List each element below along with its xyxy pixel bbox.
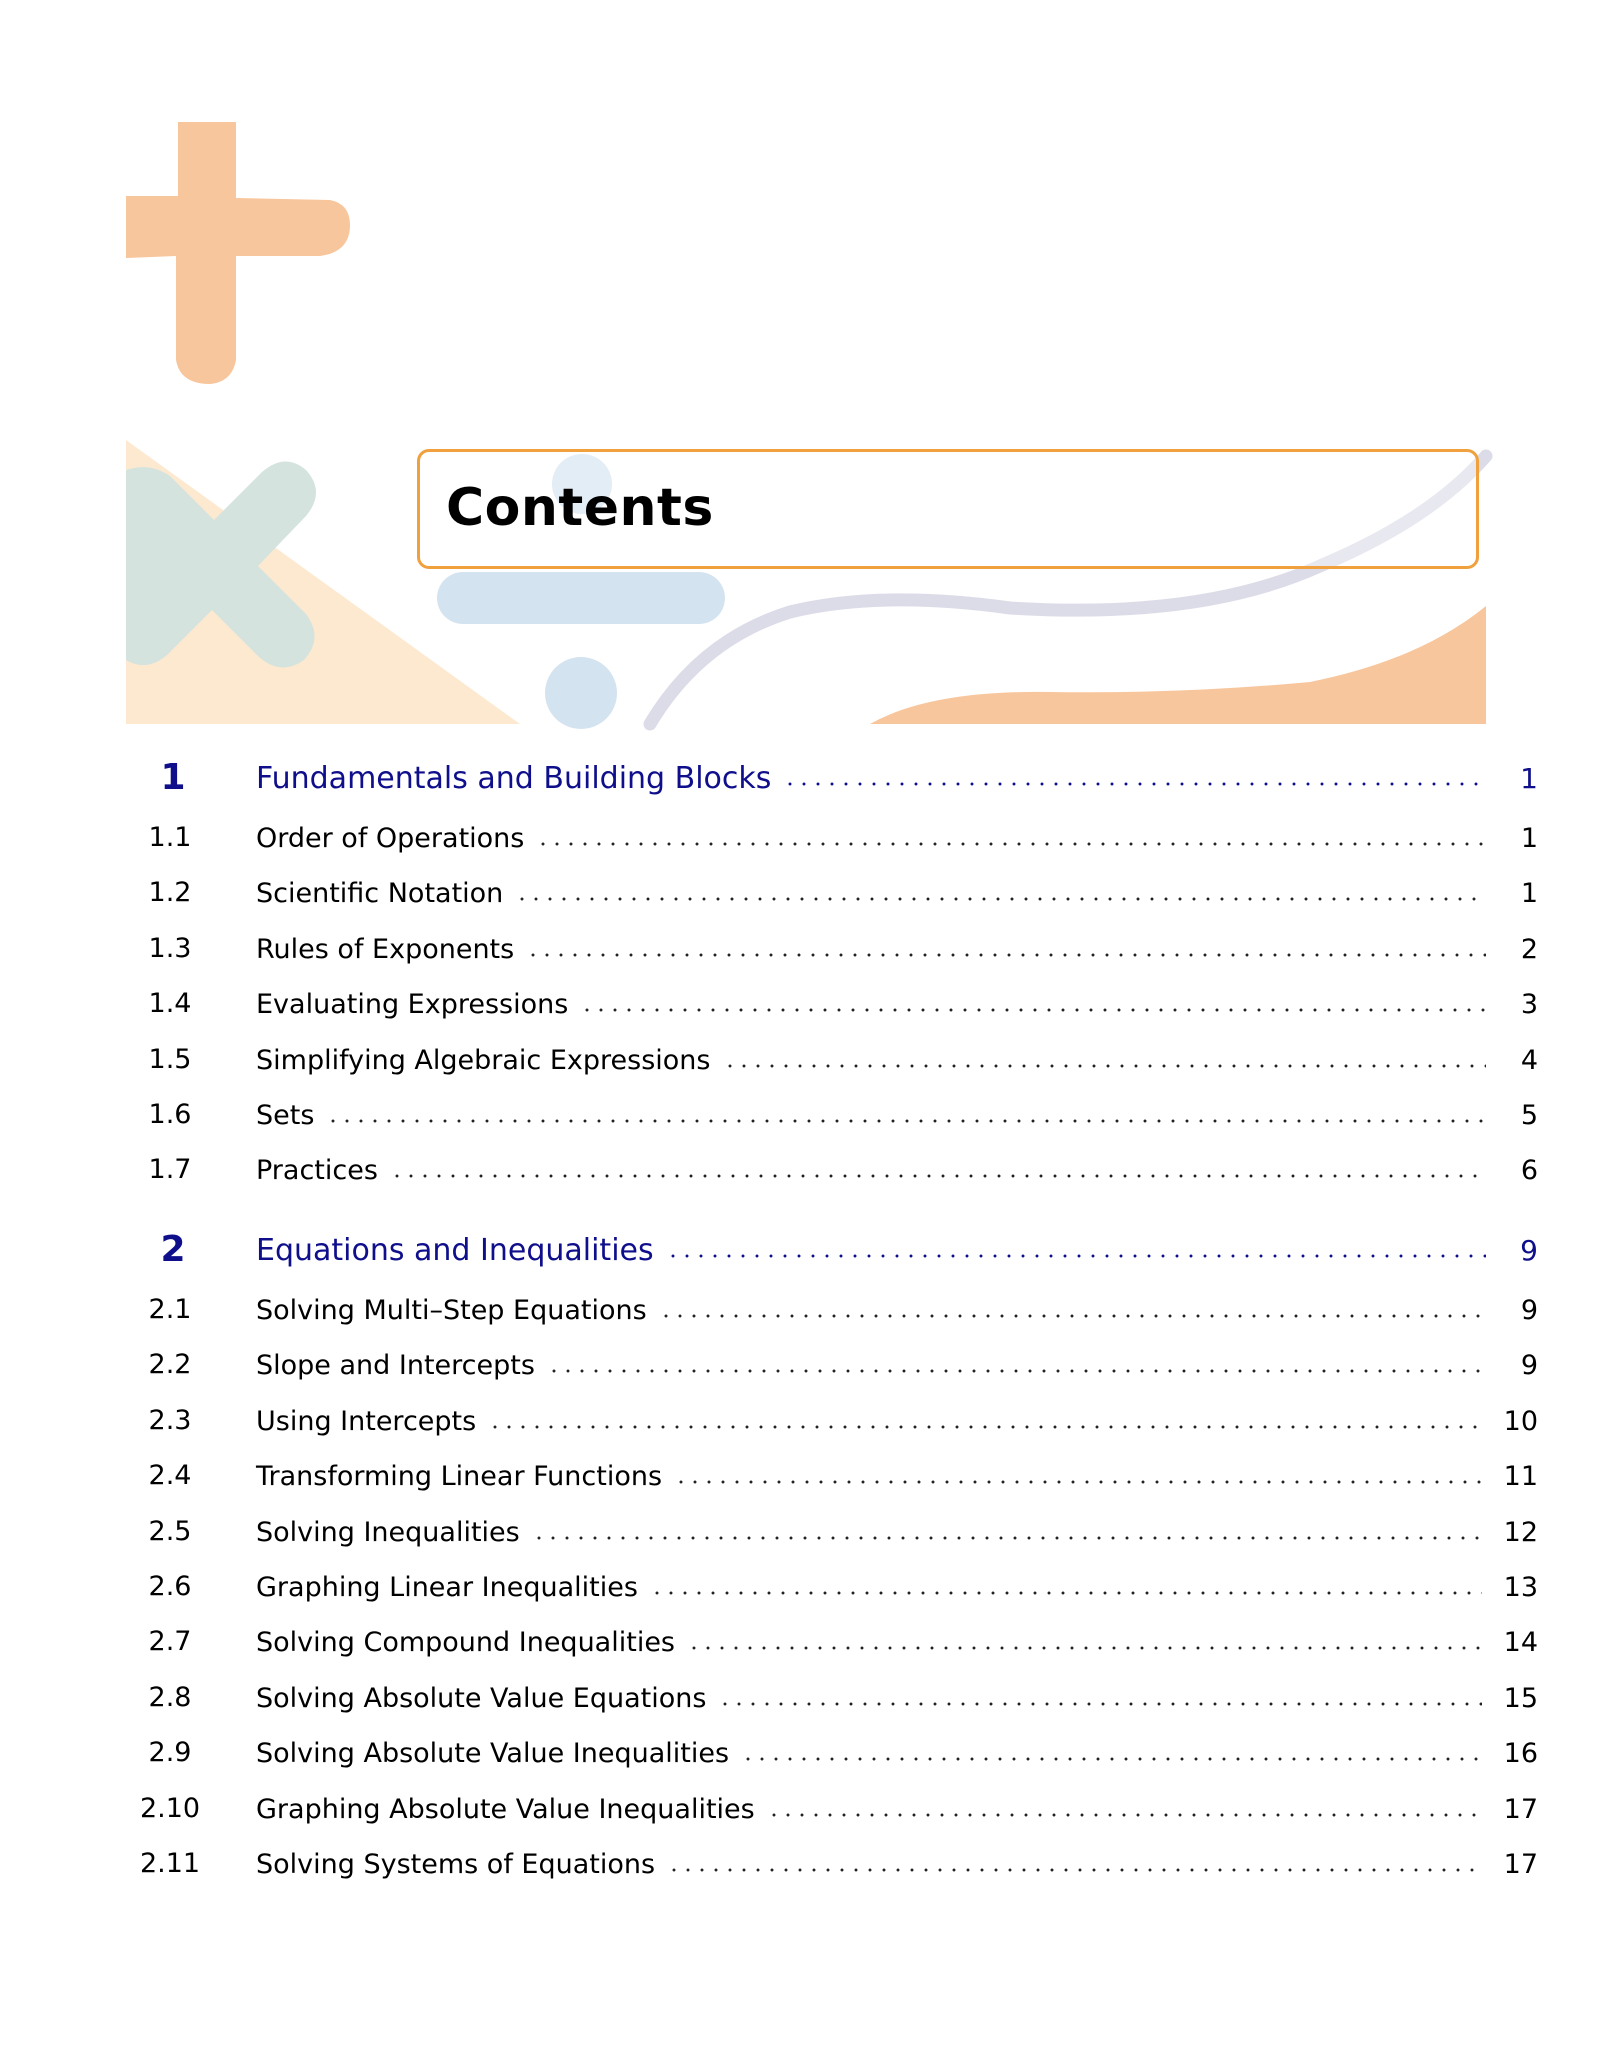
section-number: 2.11 [139,1848,201,1879]
section-number: 2.8 [148,1682,192,1713]
section-title[interactable]: Evaluating Expressions [256,988,569,1020]
section-page-number: 2 [1520,933,1538,965]
toc-section-entry[interactable] [0,1789,1600,1829]
section-title[interactable]: Practices [256,1154,378,1186]
section-title[interactable]: Solving Multi–Step Equations [256,1294,647,1326]
chapter-entry-line [256,1230,1538,1270]
chapter-page-number: 1 [1520,761,1538,795]
section-entry-line [256,1733,1538,1773]
section-title[interactable]: Solving Compound Inequalities [256,1626,676,1658]
section-title[interactable]: Solving Absolute Value Equations [256,1682,707,1714]
section-page-number: 16 [1503,1737,1538,1769]
dot-leader [767,1813,1482,1817]
dot-leader [326,1119,1486,1123]
section-entry-line [256,984,1538,1024]
dot-leader [650,1591,1482,1595]
section-number: 2.7 [148,1626,192,1657]
chapter-number: 2 [160,1229,186,1270]
section-page-number: 17 [1503,1793,1538,1825]
dot-leader [723,1064,1487,1068]
section-title[interactable]: Graphing Absolute Value Inequalities [256,1793,755,1825]
page-title: Contents [446,478,714,538]
section-title[interactable]: Scientific Notation [256,877,504,909]
section-entry-line [256,1290,1538,1330]
section-page-number: 9 [1520,1349,1538,1381]
toc-section-entry[interactable] [0,929,1600,969]
section-page-number: 15 [1503,1682,1538,1714]
dot-leader [515,897,1486,901]
chapter-title[interactable]: Equations and Inequalities [256,1232,654,1268]
section-number: 1.4 [148,988,192,1019]
section-number: 1.1 [148,822,192,853]
section-page-number: 13 [1503,1571,1538,1603]
toc-section-entry[interactable] [0,1095,1600,1135]
section-entry-line [256,873,1538,913]
section-number: 2.10 [139,1793,201,1824]
section-page-number: 1 [1520,877,1538,909]
section-number: 1.3 [148,933,192,964]
section-number: 1.6 [148,1099,192,1130]
dot-leader [666,1254,1486,1258]
toc-section-entry[interactable] [0,1733,1600,1773]
dot-leader [783,782,1486,786]
section-entry-line [256,1040,1538,1080]
toc-section-entry[interactable] [0,1401,1600,1441]
toc-section-entry[interactable] [0,984,1600,1024]
section-page-number: 10 [1503,1405,1538,1437]
section-title[interactable]: Solving Inequalities [256,1516,520,1548]
dot-leader [687,1646,1482,1650]
section-entry-line [256,818,1538,858]
section-number: 2.2 [148,1349,192,1380]
dot-leader [718,1702,1481,1706]
section-entry-line [256,1844,1538,1884]
toc-section-entry[interactable] [0,1844,1600,1884]
toc-chapter-entry[interactable] [0,758,1600,798]
section-title[interactable]: Rules of Exponents [256,933,515,965]
section-entry-line [256,1678,1538,1718]
section-entry-line [256,1789,1538,1829]
section-page-number: 12 [1503,1516,1538,1548]
section-page-number: 14 [1503,1626,1538,1658]
section-number: 2.5 [148,1516,192,1547]
dot-leader [580,1008,1486,1012]
section-page-number: 4 [1520,1044,1538,1076]
section-title[interactable]: Solving Absolute Value Inequalities [256,1737,730,1769]
section-page-number: 6 [1520,1154,1538,1186]
chapter-number: 1 [160,757,186,798]
dot-leader [741,1757,1482,1761]
toc-section-entry[interactable] [0,1622,1600,1662]
dot-leader [526,953,1486,957]
toc-section-entry[interactable] [0,818,1600,858]
contents-title-box [417,449,1479,569]
section-title[interactable]: Sets [256,1099,315,1131]
chapter-page-number: 9 [1520,1233,1538,1267]
section-number: 2.3 [148,1405,192,1436]
section-page-number: 3 [1520,988,1538,1020]
section-entry-line [256,1456,1538,1496]
toc-section-entry[interactable] [0,1040,1600,1080]
section-entry-line [256,1345,1538,1385]
toc-section-entry[interactable] [0,1290,1600,1330]
dot-leader [536,842,1486,846]
section-title[interactable]: Using Intercepts [256,1405,477,1437]
toc-section-entry[interactable] [0,1512,1600,1552]
section-number: 1.2 [148,877,192,908]
section-page-number: 9 [1520,1294,1538,1326]
dot-leader [532,1536,1482,1540]
section-number: 1.5 [148,1044,192,1075]
section-number: 1.7 [148,1154,192,1185]
dot-leader [390,1174,1486,1178]
dot-leader [547,1369,1486,1373]
toc-section-entry[interactable] [0,873,1600,913]
toc-section-entry[interactable] [0,1345,1600,1385]
dot-leader [488,1425,1481,1429]
section-number: 2.1 [148,1294,192,1325]
section-title[interactable]: Simplifying Algebraic Expressions [256,1044,711,1076]
section-number: 2.6 [148,1571,192,1602]
section-entry-line [256,1622,1538,1662]
section-title[interactable]: Solving Systems of Equations [256,1848,656,1880]
section-entry-line [256,929,1538,969]
toc-chapter-entry[interactable] [0,1230,1600,1270]
section-page-number: 5 [1520,1099,1538,1131]
dot-leader [667,1868,1482,1872]
section-number: 2.9 [148,1737,192,1768]
section-number: 2.4 [148,1460,192,1491]
section-title[interactable]: Slope and Intercepts [256,1349,535,1381]
section-page-number: 17 [1503,1848,1538,1880]
section-entry-line [256,1095,1538,1135]
section-title[interactable]: Order of Operations [256,822,525,854]
toc-section-entry[interactable] [0,1678,1600,1718]
toc-section-entry[interactable] [0,1150,1600,1190]
toc-section-entry[interactable] [0,1456,1600,1496]
section-title[interactable]: Transforming Linear Functions [256,1460,663,1492]
dot-leader [659,1314,1486,1318]
plus-sign-icon [126,122,350,384]
section-page-number: 1 [1520,822,1538,854]
dot-leader [674,1480,1482,1484]
toc-section-entry[interactable] [0,1567,1600,1607]
section-page-number: 11 [1503,1460,1538,1492]
section-entry-line [256,1150,1538,1190]
section-entry-line [256,1401,1538,1441]
section-title[interactable]: Graphing Linear Inequalities [256,1571,638,1603]
chapter-title[interactable]: Fundamentals and Building Blocks [256,760,772,796]
chapter-entry-line [256,758,1538,798]
section-entry-line [256,1567,1538,1607]
section-entry-line [256,1512,1538,1552]
